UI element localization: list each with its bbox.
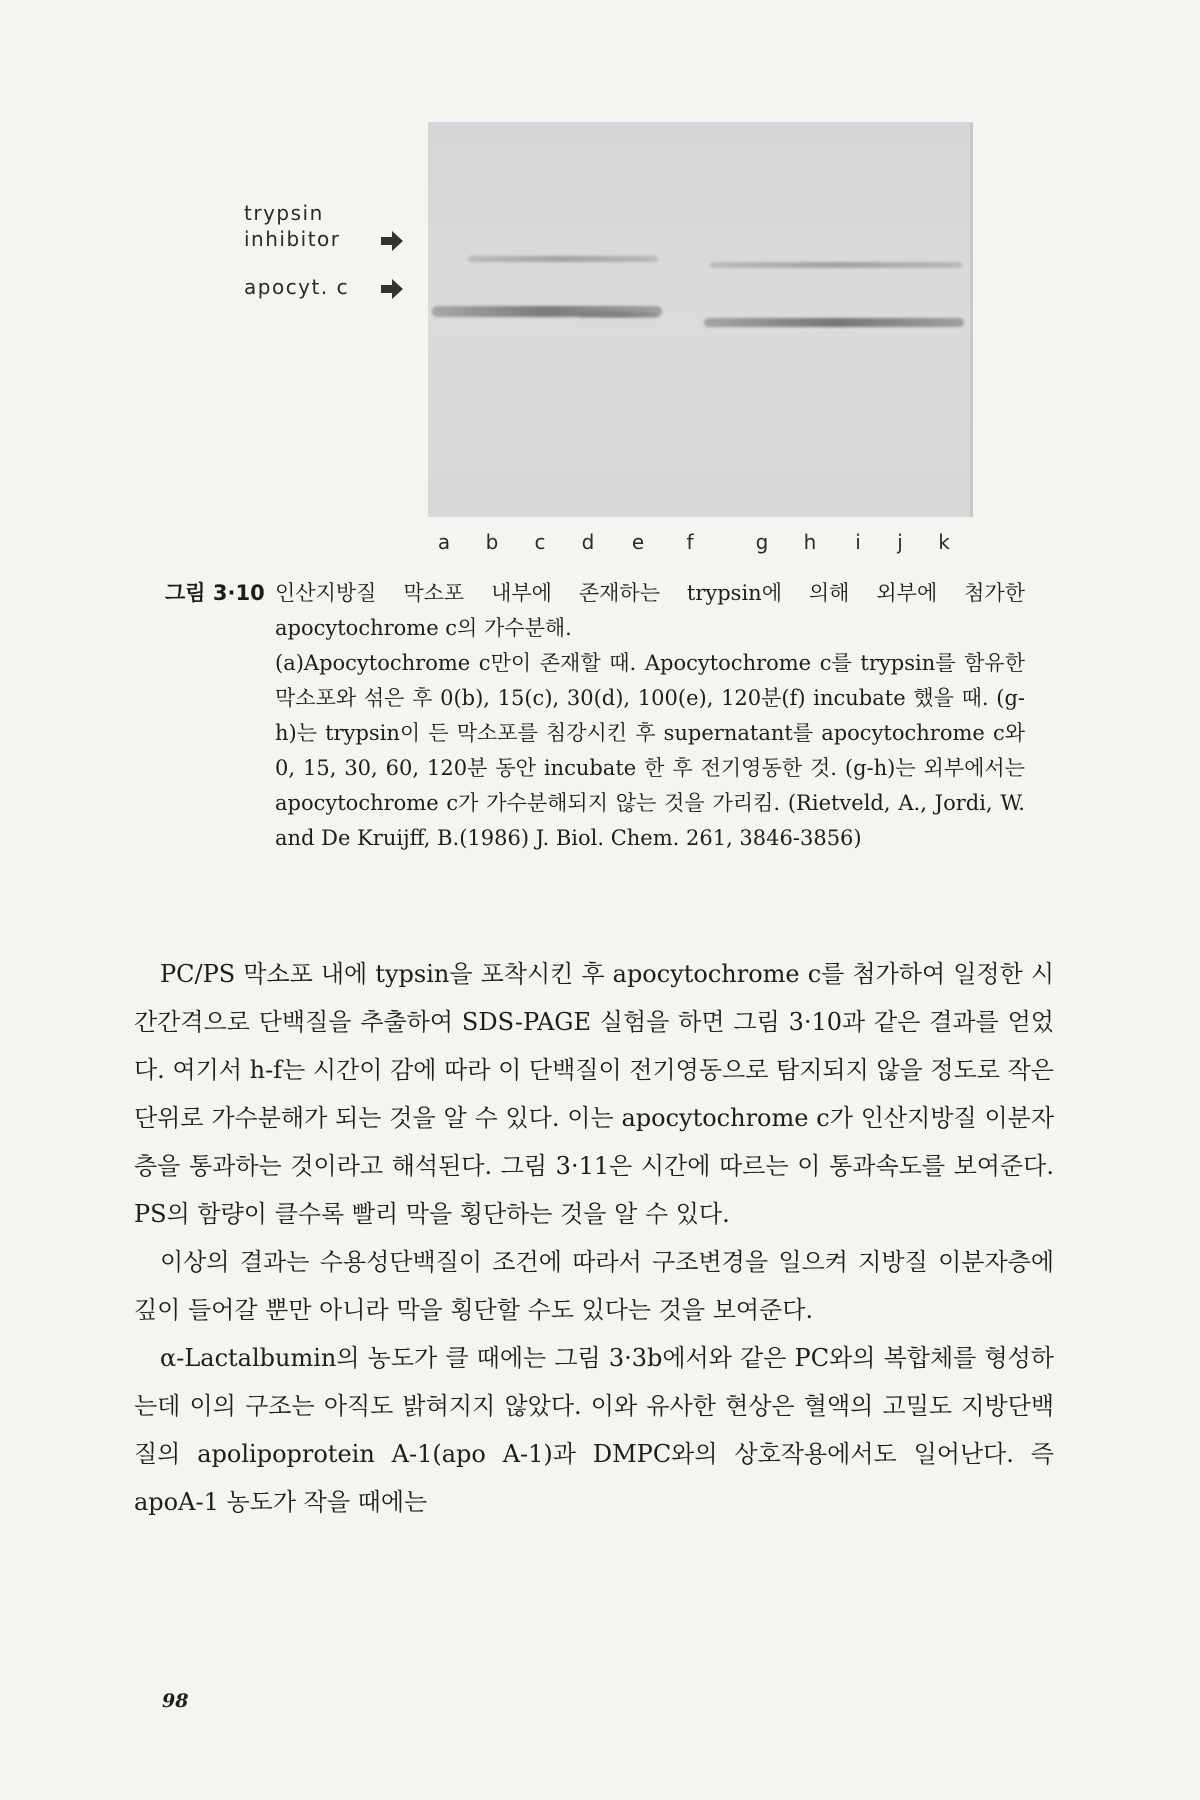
lane-label: i <box>855 530 861 554</box>
lane-labels <box>428 530 970 556</box>
lane-label: e <box>631 530 645 554</box>
lane-label: k <box>938 530 950 554</box>
gel-figure <box>238 122 970 562</box>
lane-label: c <box>534 530 546 554</box>
lane-label: g <box>755 530 769 554</box>
caption-body: (a)Apocytochrome c만이 존재할 때. Apocytochrome c를 trypsin를 함유한 막소포와 섞은 후 0(b), 15(c), 30(d), 100(e), 120분(f) incubate 했을 때. (g-h)는 trypsin이 든 막소포를 침강시킨 후 supernatant를 apocytochrome c와 0, 15, 30, 60, 120분 동안 incubate 한 후 전기영동한 것. (g-h)는 외부에서는 apocytochrome c가 가수분해되지 않는 것을 가리킴. (Rietveld, A., Jordi, W. and De Kruijff, B.(1986) J. Biol. Chem. 261, 3846-3856) <box>275 651 1025 850</box>
gel-band <box>468 256 658 262</box>
body-text <box>134 950 1054 1526</box>
lane-label: d <box>581 530 595 554</box>
lane-label: j <box>897 530 903 554</box>
gel-band <box>710 262 962 268</box>
gel-image <box>428 122 973 517</box>
lane-label: h <box>803 530 817 554</box>
figure-caption <box>165 576 1025 856</box>
right-arrow-icon <box>380 230 404 252</box>
lane-label: b <box>485 530 499 554</box>
marker-label-apocytochrome: apocyt. c <box>244 275 350 299</box>
paragraph: α-Lactalbumin의 농도가 클 때에는 그림 3·3b에서와 같은 PC와의 복합체를 형성하는데 이의 구조는 아직도 밝혀지지 않았다. 이와 유사한 현상은 혈액의 고밀도 지방단백질의 apolipoprotein A-1(apo A-1)과 DMPC와의 상호작용에서도 일어난다. 즉 apoA-1 농도가 작을 때에는 <box>134 1344 1054 1516</box>
page-number: 98 <box>162 1690 189 1712</box>
paragraph: 이상의 결과는 수용성단백질이 조건에 따라서 구조변경을 일으켜 지방질 이분자층에 깊이 들어갈 뿐만 아니라 막을 횡단할 수도 있다는 것을 보여준다. <box>134 1248 1054 1324</box>
caption-title: 인산지방질 막소포 내부에 존재하는 trypsin에 의해 외부에 첨가한 apocytochrome c의 가수분해. <box>275 581 1025 640</box>
marker-label-inhibitor: inhibitor <box>244 227 341 251</box>
right-arrow-icon <box>380 278 404 300</box>
paragraph: PC/PS 막소포 내에 typsin을 포착시킨 후 apocytochrome c를 첨가하여 일정한 시간간격으로 단백질을 추출하여 SDS-PAGE 실험을 하면 그림 3·10과 같은 결과를 얻었다. 여기서 h-f는 시간이 감에 따라 이 단백질이 전기영동으로 탐지되지 않을 정도로 작은 단위로 가수분해가 되는 것을 알 수 있다. 이는 apocytochrome c가 인산지방질 이분자층을 통과하는 것이라고 해석된다. 그림 3·11은 시간에 따르는 이 통과속도를 보여준다. PS의 함량이 클수록 빨리 막을 횡단하는 것을 알 수 있다. <box>134 960 1054 1228</box>
marker-label-trypsin: trypsin <box>244 201 324 225</box>
lane-label: f <box>686 530 694 554</box>
lane-label: a <box>437 530 451 554</box>
caption-label: 그림 3·10 <box>165 581 265 605</box>
gel-band <box>578 312 658 318</box>
gel-band <box>704 318 964 327</box>
